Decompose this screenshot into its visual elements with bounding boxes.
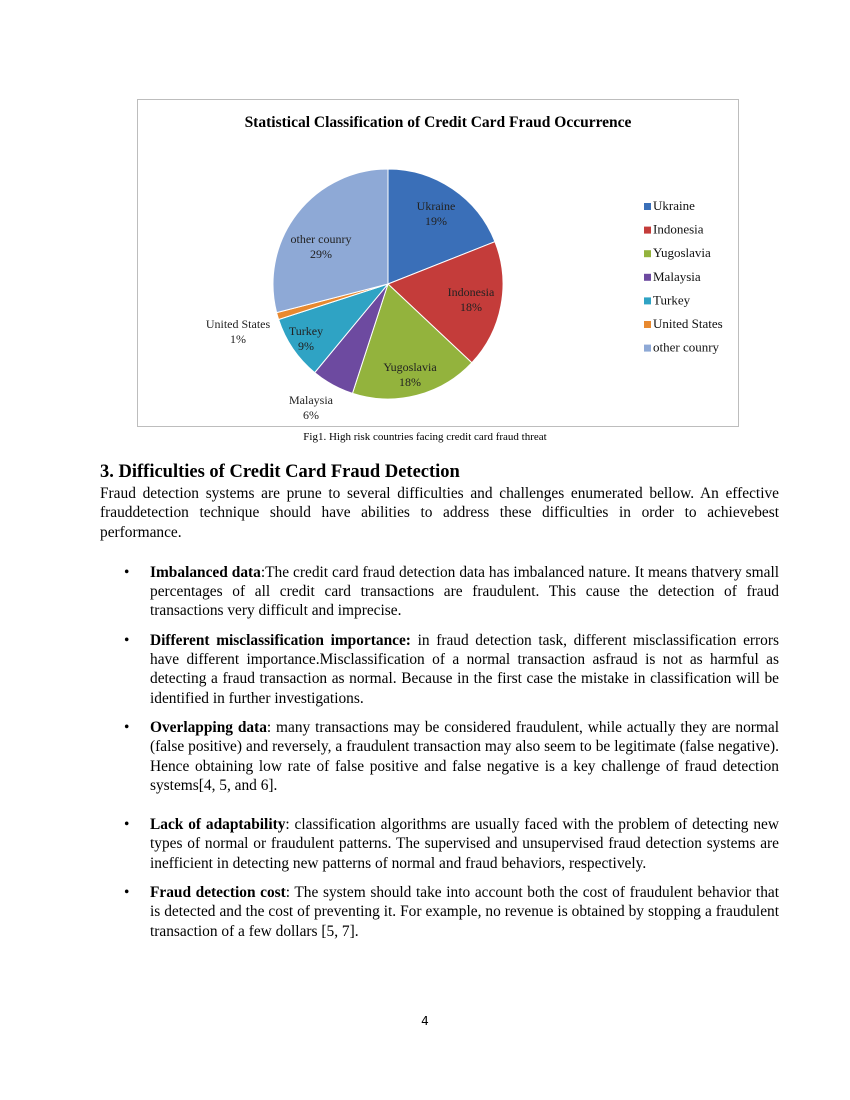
page-number: 4 (421, 1014, 429, 1028)
slice-label-name: other counry (290, 232, 352, 246)
intro-paragraph: Fraud detection systems are prune to several difficulties and challenges enumerated bellow. An effective frauddetection technique should have abilities to address these difficulties in order to achievebest performance. (100, 485, 779, 541)
item-term: Imbalanced data (150, 563, 261, 581)
legend-label: Yugoslavia (653, 245, 711, 261)
item-text: : The system should take into account both the cost of fraudulent behavior that is detected and the cost of preventing it. For example, no revenue is obtained by stopping a fraudulent transaction of a few dollars [5, 7]. (150, 884, 780, 940)
legend-label: Ukraine (653, 198, 695, 213)
difficulty-item (100, 631, 779, 708)
slice-label-percent: 18% (460, 300, 482, 314)
item-term: Lack of adaptability (150, 816, 286, 834)
item-term: Fraud detection cost (150, 884, 286, 902)
legend-swatch (644, 297, 651, 304)
pie-chart-svg (138, 100, 740, 428)
slice-label-name: Ukraine (416, 199, 456, 213)
item-text: : many transactions may be considered fraudulent, while actually they are normal (false positive) and reversely, a fraudulent transaction may also seem to be legitimate (false negative). Hence obtaining low rate of false positive and false negative is a key challenge of fraud detection systems[4, 5, and 6]. (150, 718, 780, 794)
slice-label-percent: 18% (399, 375, 421, 389)
legend-label: Indonesia (653, 221, 704, 237)
slice-label-name: Indonesia (447, 285, 495, 299)
legend-label: United States (653, 316, 723, 331)
item-text: in fraud detection task, different misclassification errors have different importance.Misclassification of a normal transaction asfraud is not as harmful as detecting a fraud transaction as normal. Because in the first case the mistake in classification will be identified in further investigations. (150, 631, 779, 707)
bullet-icon: • (124, 631, 130, 649)
slice-label-percent: 1% (230, 332, 246, 346)
slice-label-name: Yugoslavia (383, 360, 437, 374)
slice-label-name: Malaysia (289, 393, 333, 407)
bullet-icon: • (124, 816, 130, 834)
legend-swatch (644, 274, 651, 281)
bullet-icon: • (124, 884, 130, 902)
slice-label-name: Turkey (288, 324, 324, 338)
difficulty-item (100, 883, 779, 941)
legend-swatch (644, 250, 651, 257)
pie-chart (137, 99, 739, 427)
bullet-icon: • (124, 718, 130, 736)
section-difficulties (100, 462, 779, 941)
legend-swatch (644, 227, 651, 234)
item-term: Different misclassification importance: (150, 631, 411, 649)
difficulty-item (100, 563, 779, 621)
difficulty-item (100, 815, 779, 873)
legend-swatch (644, 345, 651, 352)
legend-label: Malaysia (653, 268, 701, 284)
item-term: Overlapping data (150, 718, 267, 736)
legend-label: other counry (653, 339, 720, 355)
slice-label-percent: 29% (310, 247, 332, 261)
figure-caption: Fig1. High risk countries facing credit card fraud threat (303, 431, 547, 443)
item-text: :The credit card fraud detection data has imbalanced nature. It means thatvery small percentages of all credit card transactions are fraudulent. This cause the detection of fraud transactions very difficult and imprecise. (150, 563, 779, 620)
legend-swatch (644, 321, 651, 328)
legend-label: Turkey (653, 292, 691, 308)
slice-label-name: United States (205, 317, 271, 331)
difficulty-item (100, 718, 779, 795)
chart-title: Statistical Classification of Credit Card Fraud Occurrence (244, 114, 632, 131)
bullet-icon: • (124, 563, 130, 581)
legend-swatch (644, 203, 651, 210)
slice-label-percent: 9% (298, 339, 314, 353)
slice-label-percent: 6% (303, 408, 319, 422)
difficulties-list (100, 563, 779, 941)
section-heading: 3. Difficulties of Credit Card Fraud Detection (100, 462, 460, 482)
item-text: : classification algorithms are usually faced with the problem of detecting new types of normal or fraudulent patterns. The supervised and unsupervised fraud detection systems are inefficient in detecting new patterns of normal and fraud behaviors, respectively. (150, 816, 780, 872)
slice-label-percent: 19% (425, 214, 447, 228)
